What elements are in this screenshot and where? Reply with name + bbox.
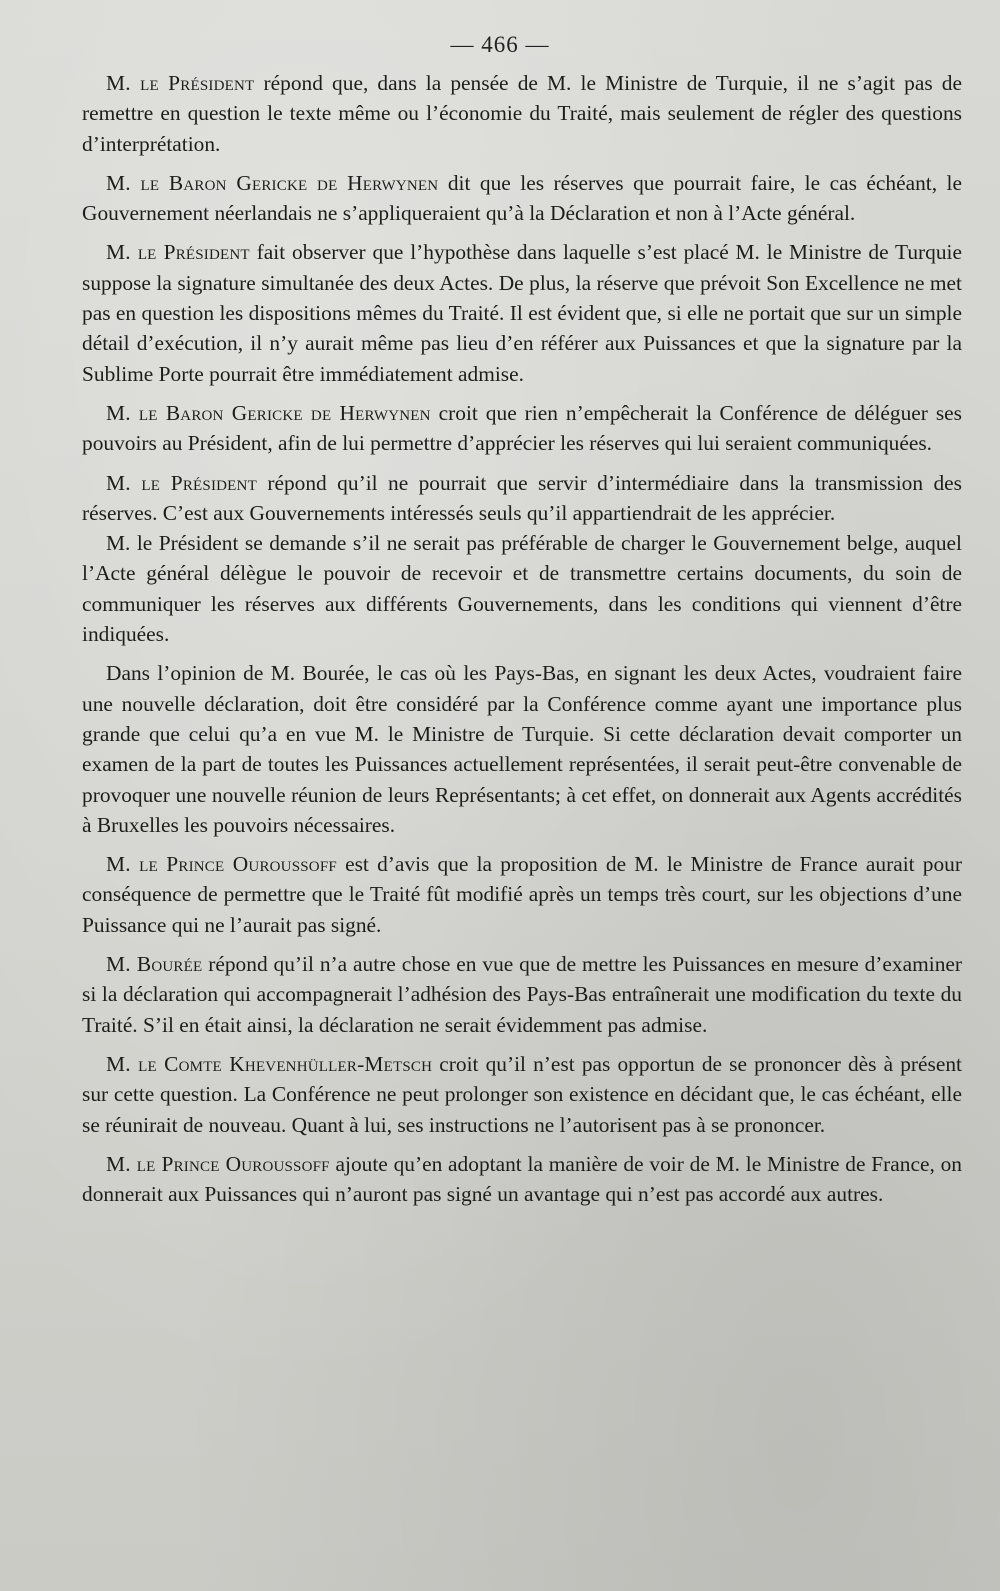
speaker-name: M. le Président (106, 240, 250, 265)
paragraph-9 (82, 949, 962, 1040)
paragraph-6 (82, 528, 962, 649)
paragraph-text: dit que les réserves que pourrait faire, le cas échéant, le Gouvernement néerlandais ne s’appliqueraient qu’à la Déclaration et non à l’Acte général. (82, 170, 962, 226)
speaker-name: M. le Baron Gericke de Herwynen (106, 400, 431, 425)
paragraph-2 (82, 168, 962, 229)
speaker-name: M. le Baron Gericke de Herwynen (106, 170, 439, 195)
speaker-name: M. le Président (106, 71, 255, 95)
speaker-name: M. le Prince Ouroussoff (106, 852, 337, 877)
speaker-name: M. le Prince Ouroussoff (106, 1151, 330, 1176)
paragraph-10 (82, 1049, 962, 1140)
speaker-name: M. Bourée (106, 952, 203, 977)
paragraph-text: croit qu’il n’est pas opportun de se prononcer dès à présent sur cette question. La Conférence ne peut prolonger son existence en décidant que, le cas échéant, elle se réunirait de nouveau. Quant à lui, ses instructions ne l’autorisent pas à se prononcer. (82, 1051, 962, 1137)
body-text (82, 68, 962, 1218)
speaker-name: M. le Comte Khevenhüller-Metsch (106, 1051, 433, 1076)
page-number: — 466 — (450, 32, 550, 57)
paragraph-7 (82, 658, 962, 840)
paragraph-text: ajoute qu’en adoptant la manière de voir de M. le Ministre de France, on donnerait aux Puissances qui n’auront pas signé un avantage qui n’est pas accordé aux autres. (82, 1151, 962, 1207)
paragraph-5 (82, 468, 962, 529)
paragraph-text: répond que, dans la pensée de M. le Ministre de Turquie, il ne s’agit pas de remettre en question le texte même ou l’économie du Traité, mais seulement de régler des questions d’interprétation. (82, 71, 962, 156)
paragraph-text: répond qu’il n’a autre chose en vue que de mettre les Puissances en mesure d’examiner si la déclaration qui accompagnerait l’adhésion des Pays-Bas entraînerait une modification du texte du Traité. S’il en était ainsi, la déclaration ne serait évidemment pas admise. (82, 952, 963, 1037)
paragraph-8 (82, 849, 962, 940)
paragraph-4 (82, 398, 962, 459)
paragraph-text: M. le Président se demande s’il ne serait pas préférable de charger le Gouvernement belge, auquel l’Acte général délègue le pouvoir de recevoir et de transmettre certains documents, du soin de communiquer les réserves aux différents Gouvernements, dans les conditions qui viennent d’être indiquées. (82, 531, 962, 647)
paragraph-11 (82, 1149, 962, 1210)
speaker-name: M. le Président (106, 470, 257, 495)
paragraph-1 (82, 68, 962, 159)
paragraph-text: croit que rien n’empêcherait la Conférence de déléguer ses pouvoirs au Président, afin de lui permettre d’apprécier les réserves qui lui seraient communiquées. (82, 400, 962, 456)
paragraph-text: est d’avis que la proposition de M. le Ministre de France aurait pour conséquence de permettre que le Traité fût modifié après un temps très court, sur les objections d’une Puissance qui ne l’aurait pas signé. (82, 852, 962, 937)
paragraph-text: Dans l’opinion de M. Bourée, le cas où les Pays-Bas, en signant les deux Actes, voudraient faire une nouvelle déclaration, doit être considéré par la Conférence comme ayant une importance plus grande que celui qu’a en vue M. le Ministre de Turquie. Si cette déclaration devait comporter un examen de la part de toutes les Puissances actuellement représentées, il serait peut-être convenable de provoquer une nouvelle réunion de leurs Représentants; à cet effet, on donnerait aux Agents accrédités à Bruxelles les pouvoirs nécessaires. (82, 661, 962, 837)
paragraph-text: fait observer que l’hypothèse dans laquelle s’est placé M. le Ministre de Turquie suppose la signature simultanée des deux Actes. De plus, la réserve que prévoit Son Excellence ne met pas en question les dispositions mêmes du Traité. Il est évident que, si elle ne portait que sur un simple détail d’exécution, il n’y aurait même pas lieu d’en référer aux Puissances et que la signature par la Sublime Porte pourrait être immédiatement admise. (82, 240, 962, 386)
paragraph-3 (82, 237, 962, 388)
paragraph-text: répond qu’il ne pourrait que servir d’intermédiaire dans la transmission des réserves. C’est aux Gouvernements intéressés seuls qu’il appartiendrait de les apprécier. (82, 470, 963, 525)
